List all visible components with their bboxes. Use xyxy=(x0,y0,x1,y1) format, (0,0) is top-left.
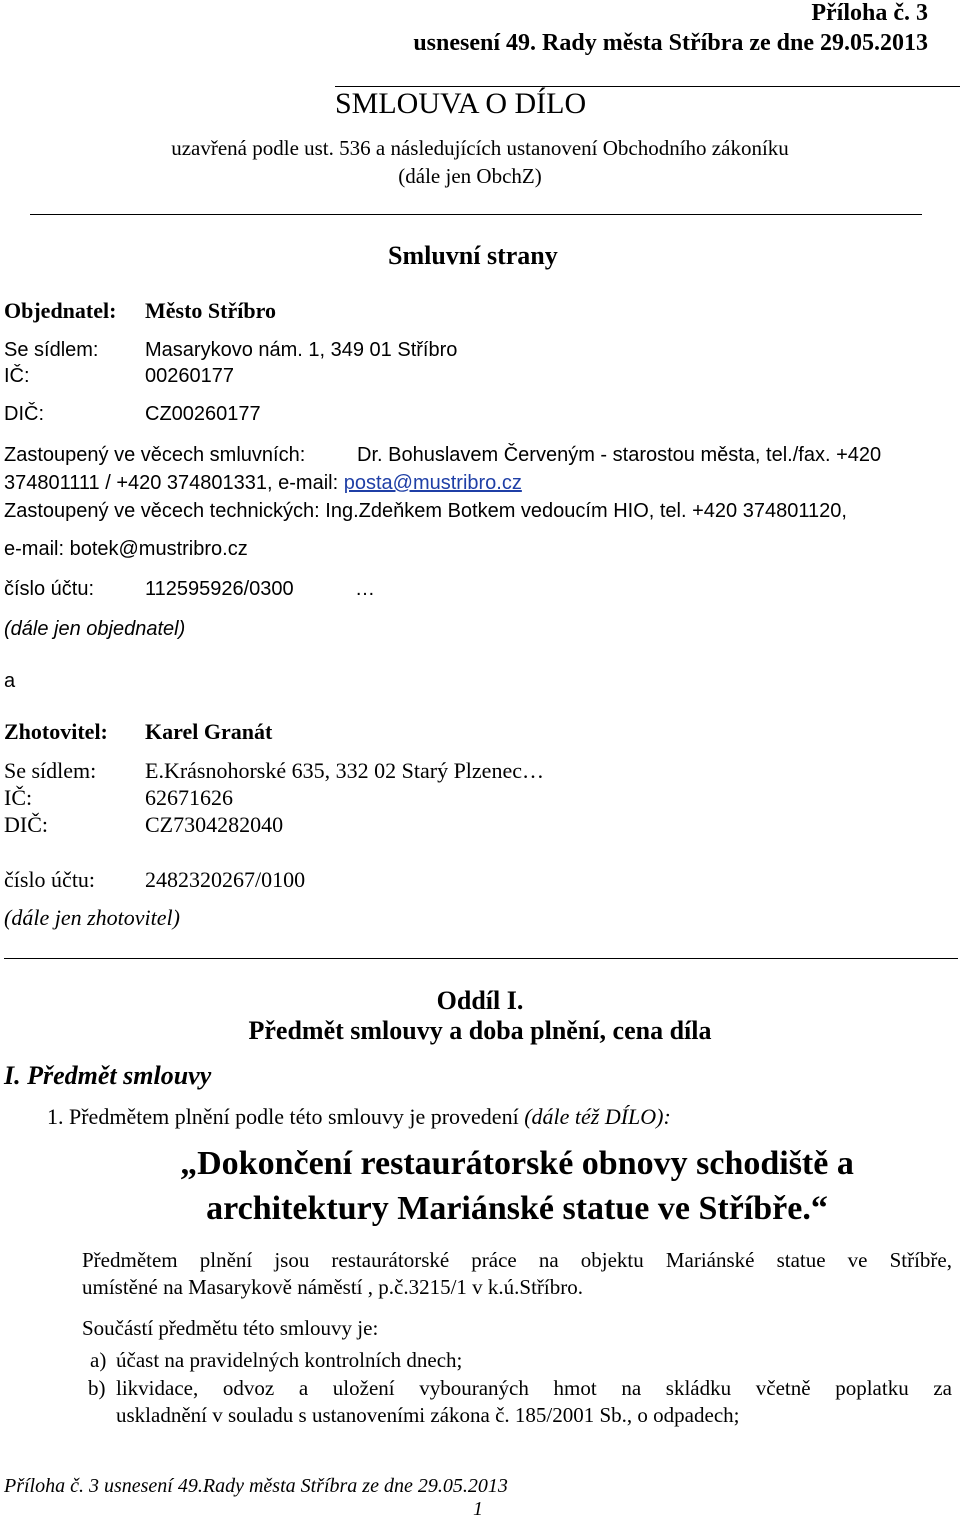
client-phone-text: 374801111 / +420 374801331, e-mail: xyxy=(4,472,344,494)
title-subtitle-2: (dále jen ObchZ) xyxy=(398,164,542,188)
subject-paragraph-line-1: Předmětem plnění jsou restaurátorské práce na objektu Mariánské statue ve Stříbře, xyxy=(82,1248,952,1272)
client-email-link[interactable]: posta@mustribro.cz xyxy=(343,472,522,494)
conjunction: a xyxy=(4,670,16,692)
contractor-label: Zhotovitel: xyxy=(4,719,108,744)
contractor-name: Karel Granát xyxy=(145,719,273,744)
parties-heading: Smluvní strany xyxy=(388,241,558,270)
subsection-heading: I. Předmět smlouvy xyxy=(4,1061,212,1090)
list-b-text-line-1: likvidace, odvoz a uložení vybouraných hmot na skládku včetně poplatku za xyxy=(116,1376,952,1400)
item-1-text: 1. Předmětem plnění podle této smlouvy je provedení xyxy=(47,1104,525,1129)
header-resolution: usnesení 49. Rady města Stříbra ze dne 29.05.2013 xyxy=(413,30,928,56)
page-number: 1 xyxy=(473,1498,483,1520)
list-a-marker: a) xyxy=(90,1348,107,1372)
client-ic-label: IČ: xyxy=(4,365,30,387)
section-title: Předmět smlouvy a doba plnění, cena díla xyxy=(248,1016,712,1045)
client-account-extra: … xyxy=(355,578,375,600)
client-alias: (dále jen objednatel) xyxy=(4,618,186,640)
client-ic-value: 00260177 xyxy=(145,365,234,387)
contractor-dic-label: DIČ: xyxy=(4,812,48,837)
footer-text: Příloha č. 3 usnesení 49.Rady města Stříbra ze dne 29.05.2013 xyxy=(4,1475,508,1497)
header-annex: Příloha č. 3 xyxy=(811,0,928,26)
client-rep-tech-line: Zastoupený ve věcech technických: Ing.Zdeňkem Botkem vedoucím HIO, tel. +420 374801120, xyxy=(4,500,847,522)
client-account-value: 112595926/0300 xyxy=(145,578,294,600)
title-rule xyxy=(335,86,960,87)
title-bottom-rule xyxy=(30,214,922,215)
contractor-seat-label: Se sídlem: xyxy=(4,758,97,783)
list-a-text: účast na pravidelných kontrolních dnech; xyxy=(116,1348,463,1372)
section-number: Oddíl I. xyxy=(436,986,524,1015)
client-name: Město Stříbro xyxy=(145,298,276,323)
scope-intro: Součástí předmětu této smlouvy je: xyxy=(82,1316,379,1340)
client-rep-contract-line2 xyxy=(4,472,522,495)
item-1 xyxy=(47,1104,671,1130)
client-rep-contract-value: Dr. Bohuslavem Červeným - starostou města, tel./fax. +420 xyxy=(357,444,882,466)
contractor-ic-label: IČ: xyxy=(4,785,33,810)
list-b-marker: b) xyxy=(88,1376,106,1400)
client-label: Objednatel: xyxy=(4,298,117,323)
title-subtitle-1: uzavřená podle ust. 536 a následujících ustanovení Obchodního zákoníku xyxy=(171,136,789,160)
contractor-account-value: 2482320267/0100 xyxy=(145,867,306,892)
client-seat-label: Se sídlem: xyxy=(4,339,99,361)
client-account-label: číslo účtu: xyxy=(4,578,95,600)
item-1-alias: (dále též DÍLO): xyxy=(524,1104,671,1129)
contractor-alias: (dále jen zhotovitel) xyxy=(4,905,180,930)
contractor-ic-value: 62671626 xyxy=(145,785,233,810)
work-title-line-1: „Dokončení restaurátorské obnovy schodiště a xyxy=(180,1145,854,1182)
client-dic-label: DIČ: xyxy=(4,403,44,425)
work-title-line-2: architektury Mariánské statue ve Stříbře.“ xyxy=(206,1190,828,1227)
client-rep-tech-email: e-mail: botek@mustribro.cz xyxy=(4,538,248,560)
contractor-seat-value: E.Krásnohorské 635, 332 02 Starý Plzenec… xyxy=(145,758,544,783)
contractor-account-label: číslo účtu: xyxy=(4,867,96,892)
document-title: SMLOUVA O DÍLO xyxy=(335,87,587,120)
section-divider xyxy=(4,958,958,959)
subject-paragraph-line-2: umístěné na Masarykově náměstí , p.č.3215/1 v k.ú.Stříbro. xyxy=(82,1275,583,1299)
client-seat-value: Masarykovo nám. 1, 349 01 Stříbro xyxy=(145,339,458,361)
list-b-text-line-2: uskladnění v souladu s ustanoveními zákona č. 185/2001 Sb., o odpadech; xyxy=(116,1403,740,1427)
client-rep-contract-label: Zastoupený ve věcech smluvních: xyxy=(4,444,306,466)
client-dic-value: CZ00260177 xyxy=(145,403,261,425)
contractor-dic-value: CZ7304282040 xyxy=(145,812,284,837)
